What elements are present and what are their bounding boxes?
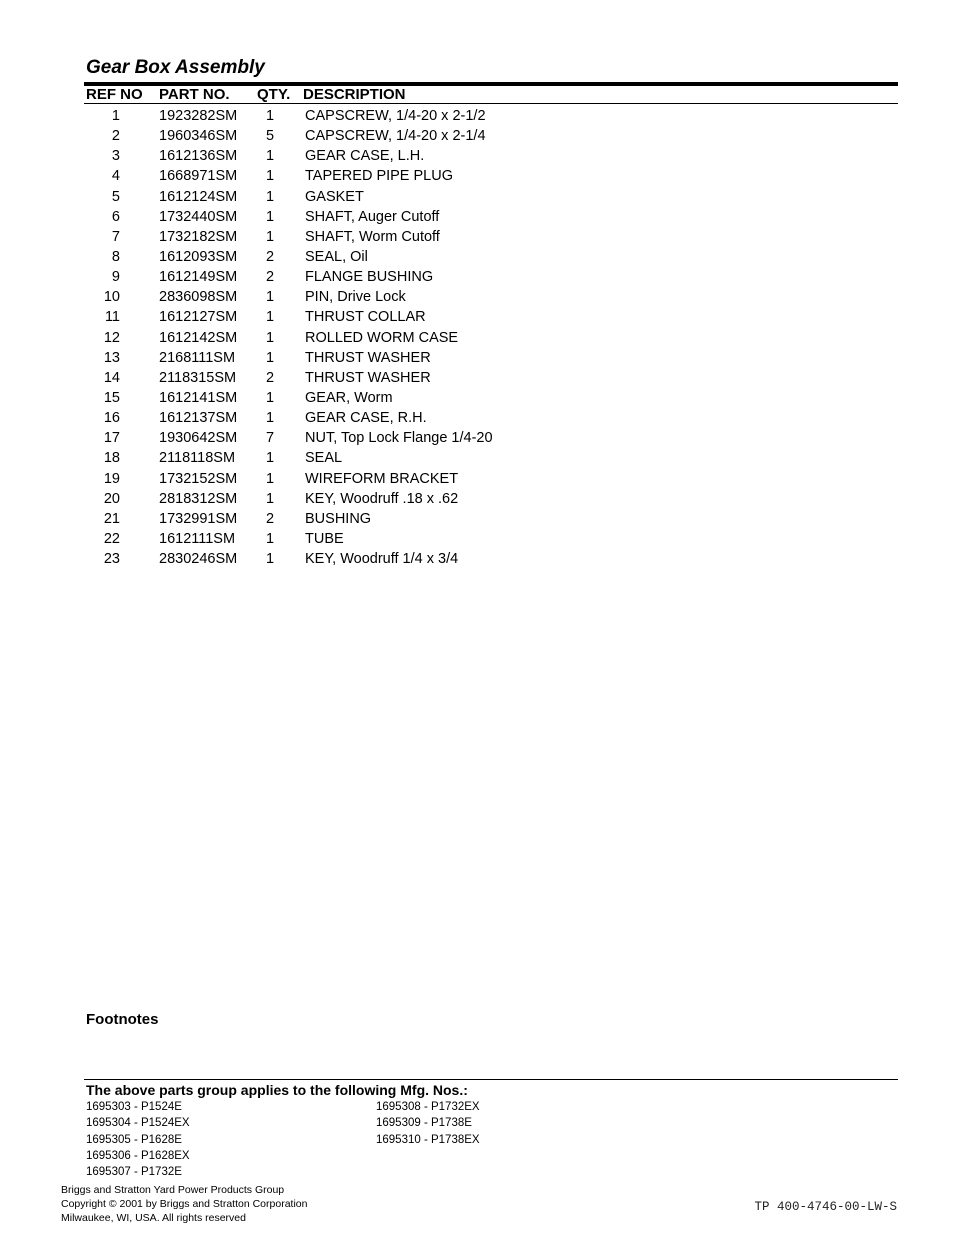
part-no-cell: 2818312SM <box>159 490 238 507</box>
qty-cell: 7 <box>266 430 275 447</box>
part-no-cell: 1732182SM <box>159 228 238 245</box>
part-no-cell: 1732991SM <box>159 510 238 527</box>
qty-cell: 1 <box>266 228 275 245</box>
qty-cell: 1 <box>266 148 275 165</box>
part-no-cell: 2118118SM <box>159 450 236 467</box>
header-qty: QTY. <box>257 86 291 103</box>
qty-cell: 1 <box>266 309 275 326</box>
ref-no-cell: 8 <box>111 248 120 265</box>
ref-no-cell: 16 <box>103 410 120 427</box>
description-cell: THRUST COLLAR <box>305 309 426 326</box>
ref-no-cell: 6 <box>111 208 120 225</box>
footnotes-heading: Footnotes <box>86 1011 159 1028</box>
description-cell: TUBE <box>305 530 344 547</box>
description-cell: TAPERED PIPE PLUG <box>305 168 453 185</box>
ref-no-cell: 18 <box>103 450 120 467</box>
ref-no-cell: 20 <box>103 490 120 507</box>
mfg-number: 1695305 - P1628E <box>86 1133 182 1146</box>
ref-no-cell: 10 <box>103 289 120 306</box>
mfg-number: 1695304 - P1524EX <box>86 1117 190 1130</box>
part-no-cell: 1612093SM <box>159 248 238 265</box>
part-no-cell: 1612136SM <box>159 148 238 165</box>
part-no-cell: 1960346SM <box>159 128 238 145</box>
ref-no-cell: 11 <box>104 309 120 326</box>
mfg-number: 1695308 - P1732EX <box>376 1101 480 1113</box>
qty-cell: 1 <box>266 168 275 185</box>
qty-cell: 2 <box>266 369 275 386</box>
ref-no-cell: 15 <box>103 389 120 406</box>
part-no-cell: 1923282SM <box>159 108 238 124</box>
part-no-cell: 1732152SM <box>159 470 238 487</box>
ref-no-cell: 2 <box>111 128 120 145</box>
description-cell: FLANGE BUSHING <box>305 269 434 286</box>
description-cell: KEY, Woodruff .18 x .62 <box>305 490 459 507</box>
qty-cell: 2 <box>266 269 275 286</box>
qty-cell: 1 <box>266 289 275 306</box>
ref-no-cell: 14 <box>103 369 120 386</box>
qty-cell: 1 <box>266 329 275 346</box>
description-cell: GEAR CASE, R.H. <box>305 410 427 427</box>
description-cell: CAPSCREW, 1/4-20 x 2-1/4 <box>305 128 486 145</box>
part-no-cell: 1612127SM <box>159 309 238 326</box>
qty-cell: 1 <box>266 188 275 205</box>
part-no-cell: 1612124SM <box>159 188 238 205</box>
mfg-list-right <box>376 1099 480 1148</box>
part-no-cell: 2168111SM <box>159 349 236 366</box>
part-no-cell: 2118315SM <box>159 369 237 386</box>
description-cell: NUT, Top Lock Flange 1/4-20 <box>305 430 493 447</box>
ref-no-cell: 3 <box>111 148 120 165</box>
part-no-cell: 1612149SM <box>159 269 238 286</box>
ref-no-cell: 4 <box>111 168 120 185</box>
part-no-cell: 1668971SM <box>159 168 238 185</box>
mfg-applies-heading: The above parts group applies to the following Mfg. Nos.: <box>86 1082 468 1098</box>
part-no-cell: 1612142SM <box>159 329 238 346</box>
company-address: Milwaukee, WI, USA. All rights reserved <box>61 1212 246 1224</box>
qty-cell: 1 <box>266 490 275 507</box>
ref-no-cell: 17 <box>103 430 120 447</box>
description-cell: KEY, Woodruff 1/4 x 3/4 <box>305 551 459 568</box>
mfg-number: 1695307 - P1732E <box>86 1166 182 1179</box>
ref-no-cell: 22 <box>103 530 120 547</box>
description-cell: WIREFORM BRACKET <box>305 470 459 487</box>
mfg-number: 1695303 - P1524E <box>86 1101 182 1113</box>
page-title: Gear Box Assembly <box>86 57 265 78</box>
mfg-number: 1695310 - P1738EX <box>376 1133 480 1146</box>
header-description: DESCRIPTION <box>303 86 406 103</box>
copyright-line: Copyright © 2001 by Briggs and Stratton Corporation <box>61 1198 308 1210</box>
ref-no-cell: 9 <box>111 269 120 286</box>
qty-cell: 1 <box>266 450 275 467</box>
part-no-cell: 1930642SM <box>159 430 238 447</box>
company-name: Briggs and Stratton Yard Power Products Group <box>61 1184 285 1196</box>
company-info <box>61 1183 307 1225</box>
ref-no-cell: 5 <box>111 188 120 205</box>
part-no-cell: 2830246SM <box>159 551 238 568</box>
qty-cell: 2 <box>266 248 275 265</box>
description-cell: ROLLED WORM CASE <box>305 329 459 346</box>
description-cell: PIN, Drive Lock <box>305 289 406 306</box>
qty-cell: 1 <box>266 410 275 427</box>
document-code: TP 400-4746-00-LW-S <box>754 1200 897 1214</box>
part-no-cell: 1732440SM <box>159 208 238 225</box>
part-no-cell: 1612137SM <box>159 410 238 427</box>
description-cell: GEAR CASE, L.H. <box>305 148 425 165</box>
ref-no-cell: 23 <box>103 551 120 568</box>
qty-cell: 1 <box>266 530 275 547</box>
description-cell: GASKET <box>305 188 364 205</box>
qty-cell: 1 <box>266 349 275 366</box>
qty-cell: 1 <box>266 470 275 487</box>
qty-cell: 5 <box>266 128 275 145</box>
part-no-cell: 2836098SM <box>159 289 238 306</box>
description-cell: GEAR, Worm <box>305 389 393 406</box>
description-cell: SHAFT, Auger Cutoff <box>305 208 440 225</box>
description-cell: SEAL <box>305 450 343 467</box>
header-rule <box>84 103 898 104</box>
description-cell: SEAL, Oil <box>305 248 368 265</box>
mfg-number: 1695309 - P1738E <box>376 1117 472 1130</box>
mfg-list-left <box>86 1099 190 1180</box>
mfg-rule <box>84 1079 898 1080</box>
description-cell: BUSHING <box>305 510 372 527</box>
description-cell: CAPSCREW, 1/4-20 x 2-1/2 <box>305 108 486 124</box>
mfg-number: 1695306 - P1628EX <box>86 1149 190 1162</box>
ref-no-cell: 12 <box>103 329 120 346</box>
qty-cell: 1 <box>266 389 275 406</box>
part-no-cell: 1612111SM <box>159 530 236 547</box>
ref-no-cell: 13 <box>103 349 120 366</box>
ref-no-cell: 19 <box>103 470 120 487</box>
qty-cell: 1 <box>266 108 275 124</box>
description-cell: THRUST WASHER <box>305 369 431 386</box>
qty-cell: 1 <box>266 551 275 568</box>
ref-no-cell: 1 <box>111 108 120 124</box>
qty-cell: 1 <box>266 208 275 225</box>
ref-no-cell: 21 <box>103 510 120 527</box>
ref-no-cell: 7 <box>111 228 120 245</box>
qty-cell: 2 <box>266 510 275 527</box>
part-no-cell: 1612141SM <box>159 389 238 406</box>
header-part-no: PART NO. <box>159 86 230 103</box>
description-cell: SHAFT, Worm Cutoff <box>305 228 440 245</box>
header-ref-no: REF NO <box>86 86 143 103</box>
description-cell: THRUST WASHER <box>305 349 431 366</box>
